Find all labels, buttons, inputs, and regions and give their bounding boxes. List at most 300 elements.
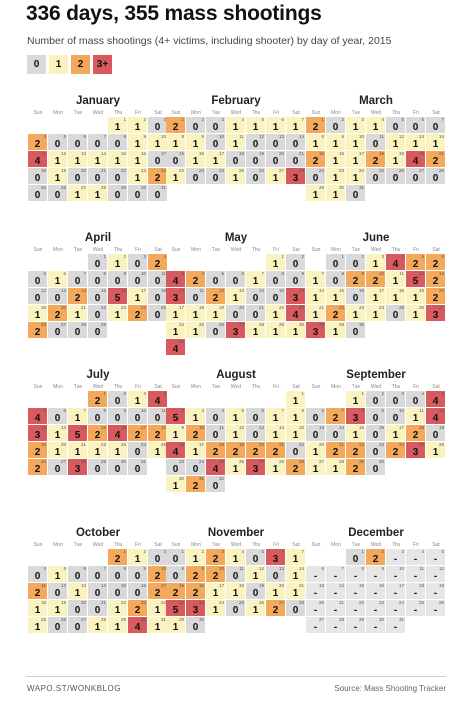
shooting-count: 2: [154, 430, 161, 441]
day-number: 24: [160, 600, 166, 605]
day-number: 6: [281, 117, 284, 122]
day-cell: [286, 408, 305, 424]
shooting-count: 0: [54, 464, 61, 475]
shooting-count: 0: [134, 447, 141, 458]
shooting-count: 2: [432, 259, 439, 270]
day-cell: [266, 151, 285, 167]
day-number: 10: [358, 134, 364, 139]
day-cell: [366, 617, 385, 633]
shooting-count: 5: [412, 276, 419, 287]
shooting-count: 1: [392, 156, 399, 167]
shooting-count: 1: [54, 173, 61, 184]
weekday-label: Sat: [292, 247, 300, 253]
weekday-label: Sat: [432, 542, 440, 548]
shooting-count: 0: [412, 122, 419, 133]
day-number: 24: [140, 442, 146, 447]
day-number: 2: [381, 391, 384, 396]
weekday-label: Wed: [370, 384, 382, 390]
shooting-count: 1: [412, 310, 419, 321]
day-cell: [186, 322, 205, 338]
shooting-count: 0: [94, 464, 101, 475]
shooting-count: 1: [232, 122, 239, 133]
day-cell: [166, 288, 185, 304]
day-cell: [426, 566, 445, 582]
shooting-count: 2: [272, 605, 279, 616]
day-cell: [48, 442, 67, 458]
shooting-count: 0: [74, 571, 81, 582]
day-cell: [226, 151, 245, 167]
shooting-count: 1: [134, 122, 141, 133]
day-number: 10: [140, 271, 146, 276]
day-number: 12: [258, 566, 264, 571]
shooting-count: 1: [94, 190, 101, 201]
shooting-count: 2: [372, 156, 379, 167]
shooting-count: 0: [352, 554, 359, 565]
day-number: 25: [218, 459, 224, 464]
day-number: 31: [398, 617, 404, 622]
day-number: 28: [298, 600, 304, 605]
shooting-count: 0: [74, 605, 81, 616]
weekday-label: Mon: [331, 542, 341, 548]
day-cell: [226, 600, 245, 616]
day-number: 6: [63, 271, 66, 276]
day-number: 5: [421, 254, 424, 259]
day-number: 23: [358, 305, 364, 310]
shooting-count: 1: [94, 156, 101, 167]
shooting-count: 5: [74, 430, 81, 441]
day-cell: [266, 254, 285, 270]
weekday-label: Wed: [230, 247, 242, 253]
shooting-count: 0: [94, 327, 101, 338]
day-number: 24: [398, 600, 404, 605]
day-number: 18: [418, 425, 424, 430]
weekday-label: Thu: [251, 247, 261, 253]
shooting-count: 3: [312, 327, 319, 338]
day-number: 21: [258, 305, 264, 310]
day-cell: [226, 288, 245, 304]
day-cell: [306, 617, 325, 633]
shooting-count: -: [313, 605, 318, 616]
day-cell: [246, 600, 265, 616]
day-number: 12: [40, 425, 46, 430]
shooting-count: 0: [372, 139, 379, 150]
shooting-count: 0: [292, 605, 299, 616]
weekday-label: Wed: [370, 542, 382, 548]
shooting-count: -: [413, 571, 418, 582]
shooting-count: 1: [212, 156, 219, 167]
weekday-label: Fri: [273, 110, 279, 116]
shooting-count: 2: [372, 554, 379, 565]
shooting-count: -: [353, 622, 358, 633]
day-cell: [166, 408, 185, 424]
shooting-count: 0: [232, 605, 239, 616]
day-number: 26: [438, 600, 444, 605]
shooting-count: 1: [34, 310, 41, 321]
day-number: 19: [238, 442, 244, 447]
day-number: 16: [378, 425, 384, 430]
day-number: 5: [43, 408, 46, 413]
day-number: 24: [140, 305, 146, 310]
day-cell: [286, 117, 305, 133]
day-cell: [406, 549, 425, 565]
shooting-count: 1: [212, 588, 219, 599]
day-cell: [386, 151, 405, 167]
shooting-count: 2: [212, 554, 219, 565]
day-number: 1: [181, 117, 184, 122]
shooting-count: 2: [192, 481, 199, 492]
shooting-count: 2: [332, 310, 339, 321]
day-cell: [346, 391, 365, 407]
day-cell: [346, 168, 365, 184]
shooting-count: 0: [54, 139, 61, 150]
day-number: 20: [318, 600, 324, 605]
shooting-count: -: [373, 622, 378, 633]
shooting-count: 2: [54, 310, 61, 321]
day-cell: [246, 271, 265, 287]
shooting-count: 0: [252, 156, 259, 167]
shooting-count: 0: [192, 464, 199, 475]
day-cell: [366, 549, 385, 565]
day-number: 18: [160, 425, 166, 430]
day-cell: [108, 254, 127, 270]
day-number: 7: [341, 566, 344, 571]
day-cell: [88, 566, 107, 582]
shooting-count: 0: [154, 276, 161, 287]
day-cell: [108, 305, 127, 321]
day-number: 18: [198, 305, 204, 310]
shooting-count: 1: [74, 190, 81, 201]
shooting-count: -: [413, 605, 418, 616]
weekday-label: Tue: [211, 110, 221, 116]
day-cell: [226, 271, 245, 287]
day-number: 9: [381, 566, 384, 571]
day-number: 2: [201, 549, 204, 554]
day-cell: [426, 391, 445, 407]
shooting-count: 3: [352, 413, 359, 424]
weekday-label: Mon: [331, 247, 341, 253]
day-cell: [186, 305, 205, 321]
shooting-count: 1: [192, 413, 199, 424]
day-number: 12: [438, 566, 444, 571]
shooting-count: 0: [312, 413, 319, 424]
day-cell: [346, 459, 365, 475]
shooting-count: 1: [272, 259, 279, 270]
day-number: 27: [238, 322, 244, 327]
day-cell: [406, 288, 425, 304]
day-number: 15: [318, 151, 324, 156]
day-number: 31: [160, 185, 166, 190]
day-number: 18: [40, 600, 46, 605]
weekday-label: Sat: [432, 384, 440, 390]
weekday-label: Wed: [230, 384, 242, 390]
month-title-may: May: [224, 232, 248, 244]
shooting-count: 1: [232, 430, 239, 441]
day-cell: [28, 185, 47, 201]
day-number: 26: [218, 322, 224, 327]
day-cell: [226, 549, 245, 565]
day-cell: [68, 168, 87, 184]
weekday-label: Thu: [113, 384, 123, 390]
shooting-count: 0: [154, 554, 161, 565]
day-number: 22: [120, 168, 126, 173]
day-number: 13: [60, 425, 66, 430]
day-cell: [206, 425, 225, 441]
shooting-count: 2: [232, 447, 239, 458]
shooting-count: 1: [172, 430, 179, 441]
day-number: 24: [178, 322, 184, 327]
shooting-count: 0: [94, 413, 101, 424]
day-number: 7: [341, 408, 344, 413]
day-number: 3: [401, 549, 404, 554]
day-number: 11: [41, 583, 46, 588]
shooting-count: -: [413, 554, 418, 565]
day-number: 27: [60, 459, 66, 464]
shooting-count: 0: [34, 293, 41, 304]
shooting-count: 4: [34, 156, 41, 167]
day-number: 8: [361, 408, 364, 413]
day-number: 28: [258, 322, 264, 327]
day-number: 22: [178, 600, 184, 605]
shooting-count: 1: [352, 310, 359, 321]
weekday-label: Fri: [135, 542, 141, 548]
shooting-count: 1: [54, 605, 61, 616]
day-number: 23: [198, 168, 204, 173]
shooting-count: -: [373, 571, 378, 582]
day-cell: [186, 425, 205, 441]
day-cell: [306, 151, 325, 167]
day-cell: [88, 254, 107, 270]
day-number: 16: [178, 442, 184, 447]
day-cell: [266, 305, 285, 321]
day-cell: [286, 288, 305, 304]
shooting-count: 4: [292, 310, 299, 321]
shooting-count: 0: [34, 571, 41, 582]
shooting-count: 1: [392, 139, 399, 150]
shooting-count: 1: [352, 430, 359, 441]
day-cell: [326, 459, 345, 475]
day-number: 3: [163, 549, 166, 554]
shooting-count: 0: [94, 259, 101, 270]
weekday-label: Fri: [413, 542, 419, 548]
shooting-count: 1: [432, 447, 439, 458]
day-cell: [346, 408, 365, 424]
day-number: 17: [140, 425, 146, 430]
day-cell: [346, 271, 365, 287]
day-number: 18: [238, 151, 244, 156]
day-number: 6: [321, 566, 324, 571]
day-cell: [108, 442, 127, 458]
day-number: 16: [198, 151, 204, 156]
day-cell: [128, 168, 147, 184]
shooting-count: 2: [172, 588, 179, 599]
day-number: 11: [161, 271, 166, 276]
day-cell: [128, 600, 147, 616]
day-number: 12: [60, 151, 66, 156]
day-number: 4: [421, 549, 424, 554]
day-number: 3: [201, 408, 204, 413]
day-cell: [88, 408, 107, 424]
weekday-label: Tue: [73, 542, 83, 548]
shooting-count: -: [353, 571, 358, 582]
weekday-label: Mon: [53, 247, 63, 253]
day-number: 4: [381, 117, 384, 122]
day-number: 21: [338, 600, 344, 605]
day-number: 11: [399, 271, 404, 276]
day-cell: [206, 168, 225, 184]
shooting-count: 1: [352, 122, 359, 133]
day-cell: [286, 583, 305, 599]
shooting-count: 0: [432, 173, 439, 184]
shooting-count: -: [433, 605, 438, 616]
shooting-count: 4: [134, 622, 141, 633]
day-cell: [406, 600, 425, 616]
shooting-count: 1: [232, 139, 239, 150]
weekday-label: Fri: [135, 384, 141, 390]
day-cell: [326, 271, 345, 287]
shooting-count: 1: [172, 173, 179, 184]
day-number: 26: [60, 185, 66, 190]
shooting-count: 1: [272, 327, 279, 338]
day-cell: [88, 617, 107, 633]
day-number: 8: [123, 566, 126, 571]
day-number: 18: [398, 288, 404, 293]
weekday-label: Sat: [154, 384, 162, 390]
day-cell: [206, 600, 225, 616]
shooting-count: 2: [312, 156, 319, 167]
day-number: 24: [398, 442, 404, 447]
shooting-count: 1: [172, 327, 179, 338]
shooting-count: 1: [134, 139, 141, 150]
day-cell: [326, 600, 345, 616]
shooting-count: 0: [172, 571, 179, 582]
weekday-label: Wed: [230, 110, 242, 116]
day-number: 5: [241, 408, 244, 413]
shooting-count: 1: [312, 293, 319, 304]
shooting-count: -: [373, 588, 378, 599]
legend-swatch-two: 2: [71, 55, 90, 74]
weekday-label: Sat: [154, 542, 162, 548]
day-cell: [246, 151, 265, 167]
month-title-february: February: [211, 95, 261, 107]
day-cell: [166, 549, 185, 565]
day-cell: [406, 168, 425, 184]
day-cell: [386, 583, 405, 599]
day-number: 24: [198, 459, 204, 464]
day-cell: [306, 288, 325, 304]
day-cell: [226, 425, 245, 441]
day-cell: [68, 305, 87, 321]
weekday-label: Thu: [251, 110, 261, 116]
day-number: 27: [80, 617, 86, 622]
day-number: 19: [40, 305, 46, 310]
day-cell: [48, 134, 67, 150]
shooting-count: 1: [192, 310, 199, 321]
day-number: 10: [160, 566, 166, 571]
day-cell: [306, 271, 325, 287]
day-cell: [128, 408, 147, 424]
shooting-count: 2: [134, 605, 141, 616]
day-number: 5: [63, 134, 66, 139]
day-cell: [48, 600, 67, 616]
weekday-label: Sun: [311, 542, 321, 548]
shooting-count: 1: [232, 464, 239, 475]
shooting-count: 0: [114, 190, 121, 201]
day-number: 20: [278, 151, 284, 156]
day-cell: [306, 168, 325, 184]
shooting-count: 0: [372, 430, 379, 441]
shooting-count: 1: [154, 622, 161, 633]
shooting-count: 4: [114, 430, 121, 441]
day-number: 17: [358, 151, 364, 156]
day-number: 26: [258, 600, 264, 605]
shooting-count: 1: [272, 413, 279, 424]
shooting-count: 0: [154, 122, 161, 133]
day-cell: [386, 271, 405, 287]
weekday-label: Tue: [211, 384, 221, 390]
day-number: 14: [278, 425, 284, 430]
day-cell: [166, 271, 185, 287]
day-number: 4: [163, 254, 166, 259]
day-number: 20: [278, 583, 284, 588]
day-cell: [326, 305, 345, 321]
shooting-count: 0: [172, 554, 179, 565]
day-cell: [366, 271, 385, 287]
day-number: 21: [278, 442, 284, 447]
weekday-label: Fri: [135, 110, 141, 116]
day-number: 5: [261, 117, 264, 122]
day-cell: [306, 459, 325, 475]
shooting-count: 1: [372, 259, 379, 270]
shooting-count: 0: [252, 173, 259, 184]
day-number: 29: [120, 185, 126, 190]
day-number: 11: [219, 425, 224, 430]
shooting-count: 1: [252, 571, 259, 582]
shooting-count: 4: [392, 259, 399, 270]
day-number: 15: [338, 288, 344, 293]
day-cell: [366, 583, 385, 599]
month-title-november: November: [207, 527, 265, 539]
shooting-count: 1: [332, 190, 339, 201]
day-cell: [68, 566, 87, 582]
shooting-count: 0: [94, 276, 101, 287]
shooting-count: 2: [432, 156, 439, 167]
day-number: 14: [100, 583, 106, 588]
day-cell: [166, 151, 185, 167]
shooting-count: 0: [332, 276, 339, 287]
shooting-count: 2: [134, 430, 141, 441]
day-number: 23: [120, 442, 126, 447]
day-cell: [406, 305, 425, 321]
day-cell: [326, 408, 345, 424]
day-cell: [28, 305, 47, 321]
day-cell: [128, 549, 147, 565]
day-number: 1: [103, 254, 106, 259]
day-cell: [246, 168, 265, 184]
shooting-count: 1: [352, 396, 359, 407]
shooting-count: 2: [154, 588, 161, 599]
day-cell: [166, 583, 185, 599]
day-number: 16: [140, 151, 146, 156]
day-number: 19: [218, 305, 224, 310]
shooting-count: 1: [212, 310, 219, 321]
day-cell: [306, 305, 325, 321]
day-cell: [206, 305, 225, 321]
day-number: 13: [278, 134, 284, 139]
month-title-january: January: [75, 95, 121, 107]
shooting-count: 4: [172, 276, 179, 287]
shooting-count: -: [333, 588, 338, 599]
day-number: 1: [361, 391, 364, 396]
